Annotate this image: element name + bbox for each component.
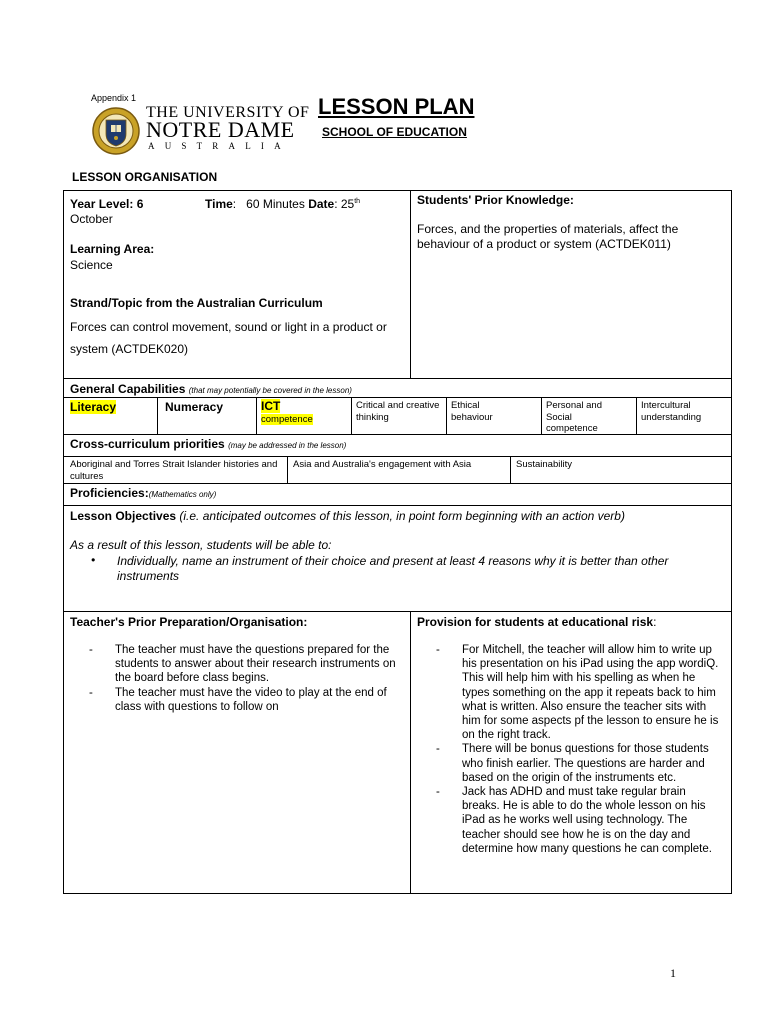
row-divider — [63, 434, 732, 435]
capability-intercultural: Intercultural understanding — [641, 400, 702, 423]
column-divider — [351, 397, 352, 434]
capabilities-label: General Capabilities — [70, 382, 186, 396]
proficiencies-heading — [70, 486, 216, 500]
cross-curriculum-heading — [70, 437, 346, 451]
section-title: LESSON ORGANISATION — [72, 170, 218, 184]
priority-asia: Asia and Australia's engagement with Asia — [293, 459, 472, 470]
row-divider — [63, 483, 732, 484]
priority-sustainability: Sustainability — [516, 459, 572, 470]
prior-knowledge-label: Students' Prior Knowledge: — [417, 193, 574, 207]
list-item: - The teacher must have the questions prepared for the students to answer about their research instruments on the board before class begins. — [72, 643, 402, 686]
page-title: LESSON PLAN — [318, 94, 475, 119]
appendix-label: Appendix 1 — [91, 93, 137, 103]
proficiencies-note: (Mathematics only) — [148, 490, 217, 499]
row-divider — [63, 397, 732, 398]
page-subtitle: SCHOOL OF EDUCATION — [322, 125, 467, 139]
risk-heading: Provision for students at educational risk: — [417, 615, 657, 629]
objective-item: Individually, name an instrument of their choice and present at least 4 reasons why it is better than other instruments — [117, 554, 669, 583]
column-divider — [636, 397, 637, 434]
column-divider — [157, 397, 158, 434]
column-divider — [510, 456, 511, 483]
university-name-line3: AUSTRALIA — [148, 141, 291, 151]
learning-area-value: Science — [70, 258, 113, 272]
row-divider — [63, 505, 732, 506]
date-suffix: th — [354, 198, 361, 205]
date-label: Date — [308, 197, 335, 211]
capabilities-heading — [70, 382, 352, 396]
strand-label: Strand/Topic from the Australian Curriculum — [70, 296, 323, 310]
list-item: - There will be bonus questions for those students who finish earlier. The questions are harder and based on the origin of the instruments etc. — [419, 742, 725, 785]
priority-aboriginal: Aboriginal and Torres Strait Islander histories and cultures — [70, 459, 278, 482]
objectives-label: Lesson Objectives — [70, 509, 177, 523]
column-divider — [410, 190, 411, 379]
bullet-icon: • — [91, 553, 96, 567]
capability-critical: Critical and creative thinking — [356, 400, 440, 423]
cross-curriculum-note: (may be addressed in the lesson) — [228, 441, 347, 450]
column-divider — [287, 456, 288, 483]
list-item: - The teacher must have the video to play at the end of class with questions to follow on — [72, 686, 402, 714]
column-divider — [541, 397, 542, 434]
prior-knowledge-text: Forces, and the properties of materials, affect the behaviour of a product or system (ACTDEK011) — [417, 222, 679, 251]
row-divider — [63, 611, 732, 612]
capability-personal: Personal and Social competence — [546, 400, 602, 434]
row-divider — [63, 378, 732, 379]
preparation-label: Teacher's Prior Preparation/Organisation: — [70, 615, 308, 629]
column-divider — [410, 611, 411, 894]
capability-ict: ICT — [261, 399, 281, 413]
date-month: October — [70, 212, 113, 226]
row-divider — [63, 456, 732, 457]
risk-label: Provision for students at educational risk — [417, 615, 654, 629]
university-name-line2: NOTRE DAME — [146, 117, 295, 142]
university-crest-icon — [90, 106, 142, 156]
objectives-heading — [70, 509, 720, 523]
column-divider — [446, 397, 447, 434]
time-label: Time — [205, 197, 233, 211]
capability-ict-sub: competence — [261, 414, 313, 425]
column-divider — [256, 397, 257, 434]
year-level: Year Level: 6 — [70, 197, 144, 211]
capability-numeracy: Numeracy — [165, 400, 224, 414]
preparation-list — [72, 643, 402, 714]
objectives-intro: As a result of this lesson, students will be able to: — [70, 538, 332, 552]
date-value: 25 — [340, 197, 355, 211]
proficiencies-label: Proficiencies: — [70, 486, 149, 500]
capability-ethical: Ethical behaviour — [451, 400, 493, 423]
time-value: 60 Minutes — [246, 197, 305, 211]
cross-curriculum-label: Cross-curriculum priorities — [70, 437, 225, 451]
list-item: - Jack has ADHD and must take regular brain breaks. He is able to do the whole lesson on his iPad as he works well using technology. The teacher should see how he is on the day and determine how many questions he can complete. — [419, 785, 725, 856]
list-item: - For Mitchell, the teacher will allow him to write up his presentation on his iPad using the app wordiQ. This will help him with his spelling as when he types something on the app it repeats back to him what is written. Also ensure the teacher sits with him for some aspects pf the lesson to ensure he is on the right track. — [419, 643, 725, 742]
time-date-line: Time: 60 Minutes Date: 25th — [205, 197, 361, 211]
university-name-line1: THE UNIVERSITY OF — [146, 104, 310, 121]
strand-value: Forces can control movement, sound or light in a product or system (ACTDEK020) — [70, 320, 387, 356]
capabilities-note: (that may potentially be covered in the lesson) — [188, 386, 352, 395]
page-number: 1 — [670, 966, 676, 980]
objectives-note: (i.e. anticipated outcomes of this lesson, in point form beginning with an action verb) — [179, 509, 625, 523]
risk-list — [419, 643, 725, 856]
learning-area-label: Learning Area: — [70, 242, 155, 256]
capability-literacy: Literacy — [70, 400, 117, 414]
